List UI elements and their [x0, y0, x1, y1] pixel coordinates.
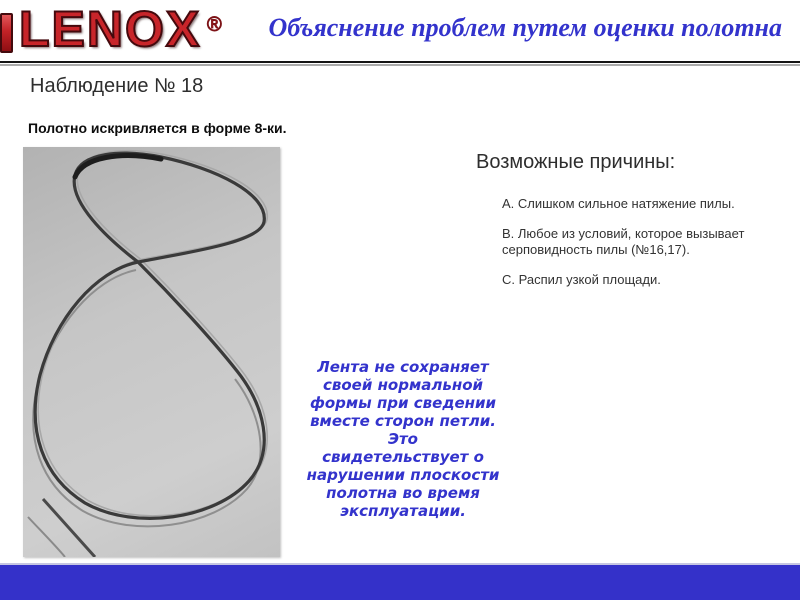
note-line: нарушении плоскости	[306, 466, 500, 484]
note-line: Лента не сохраняет	[317, 358, 489, 376]
note-line: свидетельствует о	[322, 448, 484, 466]
header-divider-shadow	[0, 64, 800, 66]
blade-figure8-photo	[23, 147, 280, 557]
note-line: Это	[387, 430, 418, 448]
figure-8-blade-graphic	[23, 147, 280, 557]
observation-heading: Наблюдение № 18	[30, 75, 204, 97]
note-text	[300, 358, 506, 520]
logo-red-bar	[0, 13, 13, 53]
causes-list	[502, 196, 754, 302]
note-line: полотна во время	[326, 484, 480, 502]
footer-bar	[0, 563, 800, 600]
slide-title: Объяснение проблем путем оценки полотна	[268, 13, 782, 42]
cause-item: C. Распил узкой площади.	[502, 272, 661, 287]
cause-item: A. Слишком сильное натяжение пилы.	[502, 196, 735, 211]
header-divider	[0, 61, 800, 63]
registered-trademark-icon: ®	[207, 14, 222, 36]
causes-heading: Возможные причины:	[476, 151, 676, 173]
note-line: эксплуатации.	[340, 502, 466, 520]
cause-item: B. Любое из условий, которое вызывает серповидность пилы (№16,17).	[502, 226, 745, 257]
logo-text: LENOX	[19, 1, 202, 57]
note-line: вместе сторон петли.	[310, 412, 496, 430]
note-line: своей нормальной	[322, 376, 484, 394]
observation-subheading: Полотно искривляется в форме 8-ки.	[28, 120, 287, 136]
note-line: формы при сведении	[309, 394, 497, 412]
